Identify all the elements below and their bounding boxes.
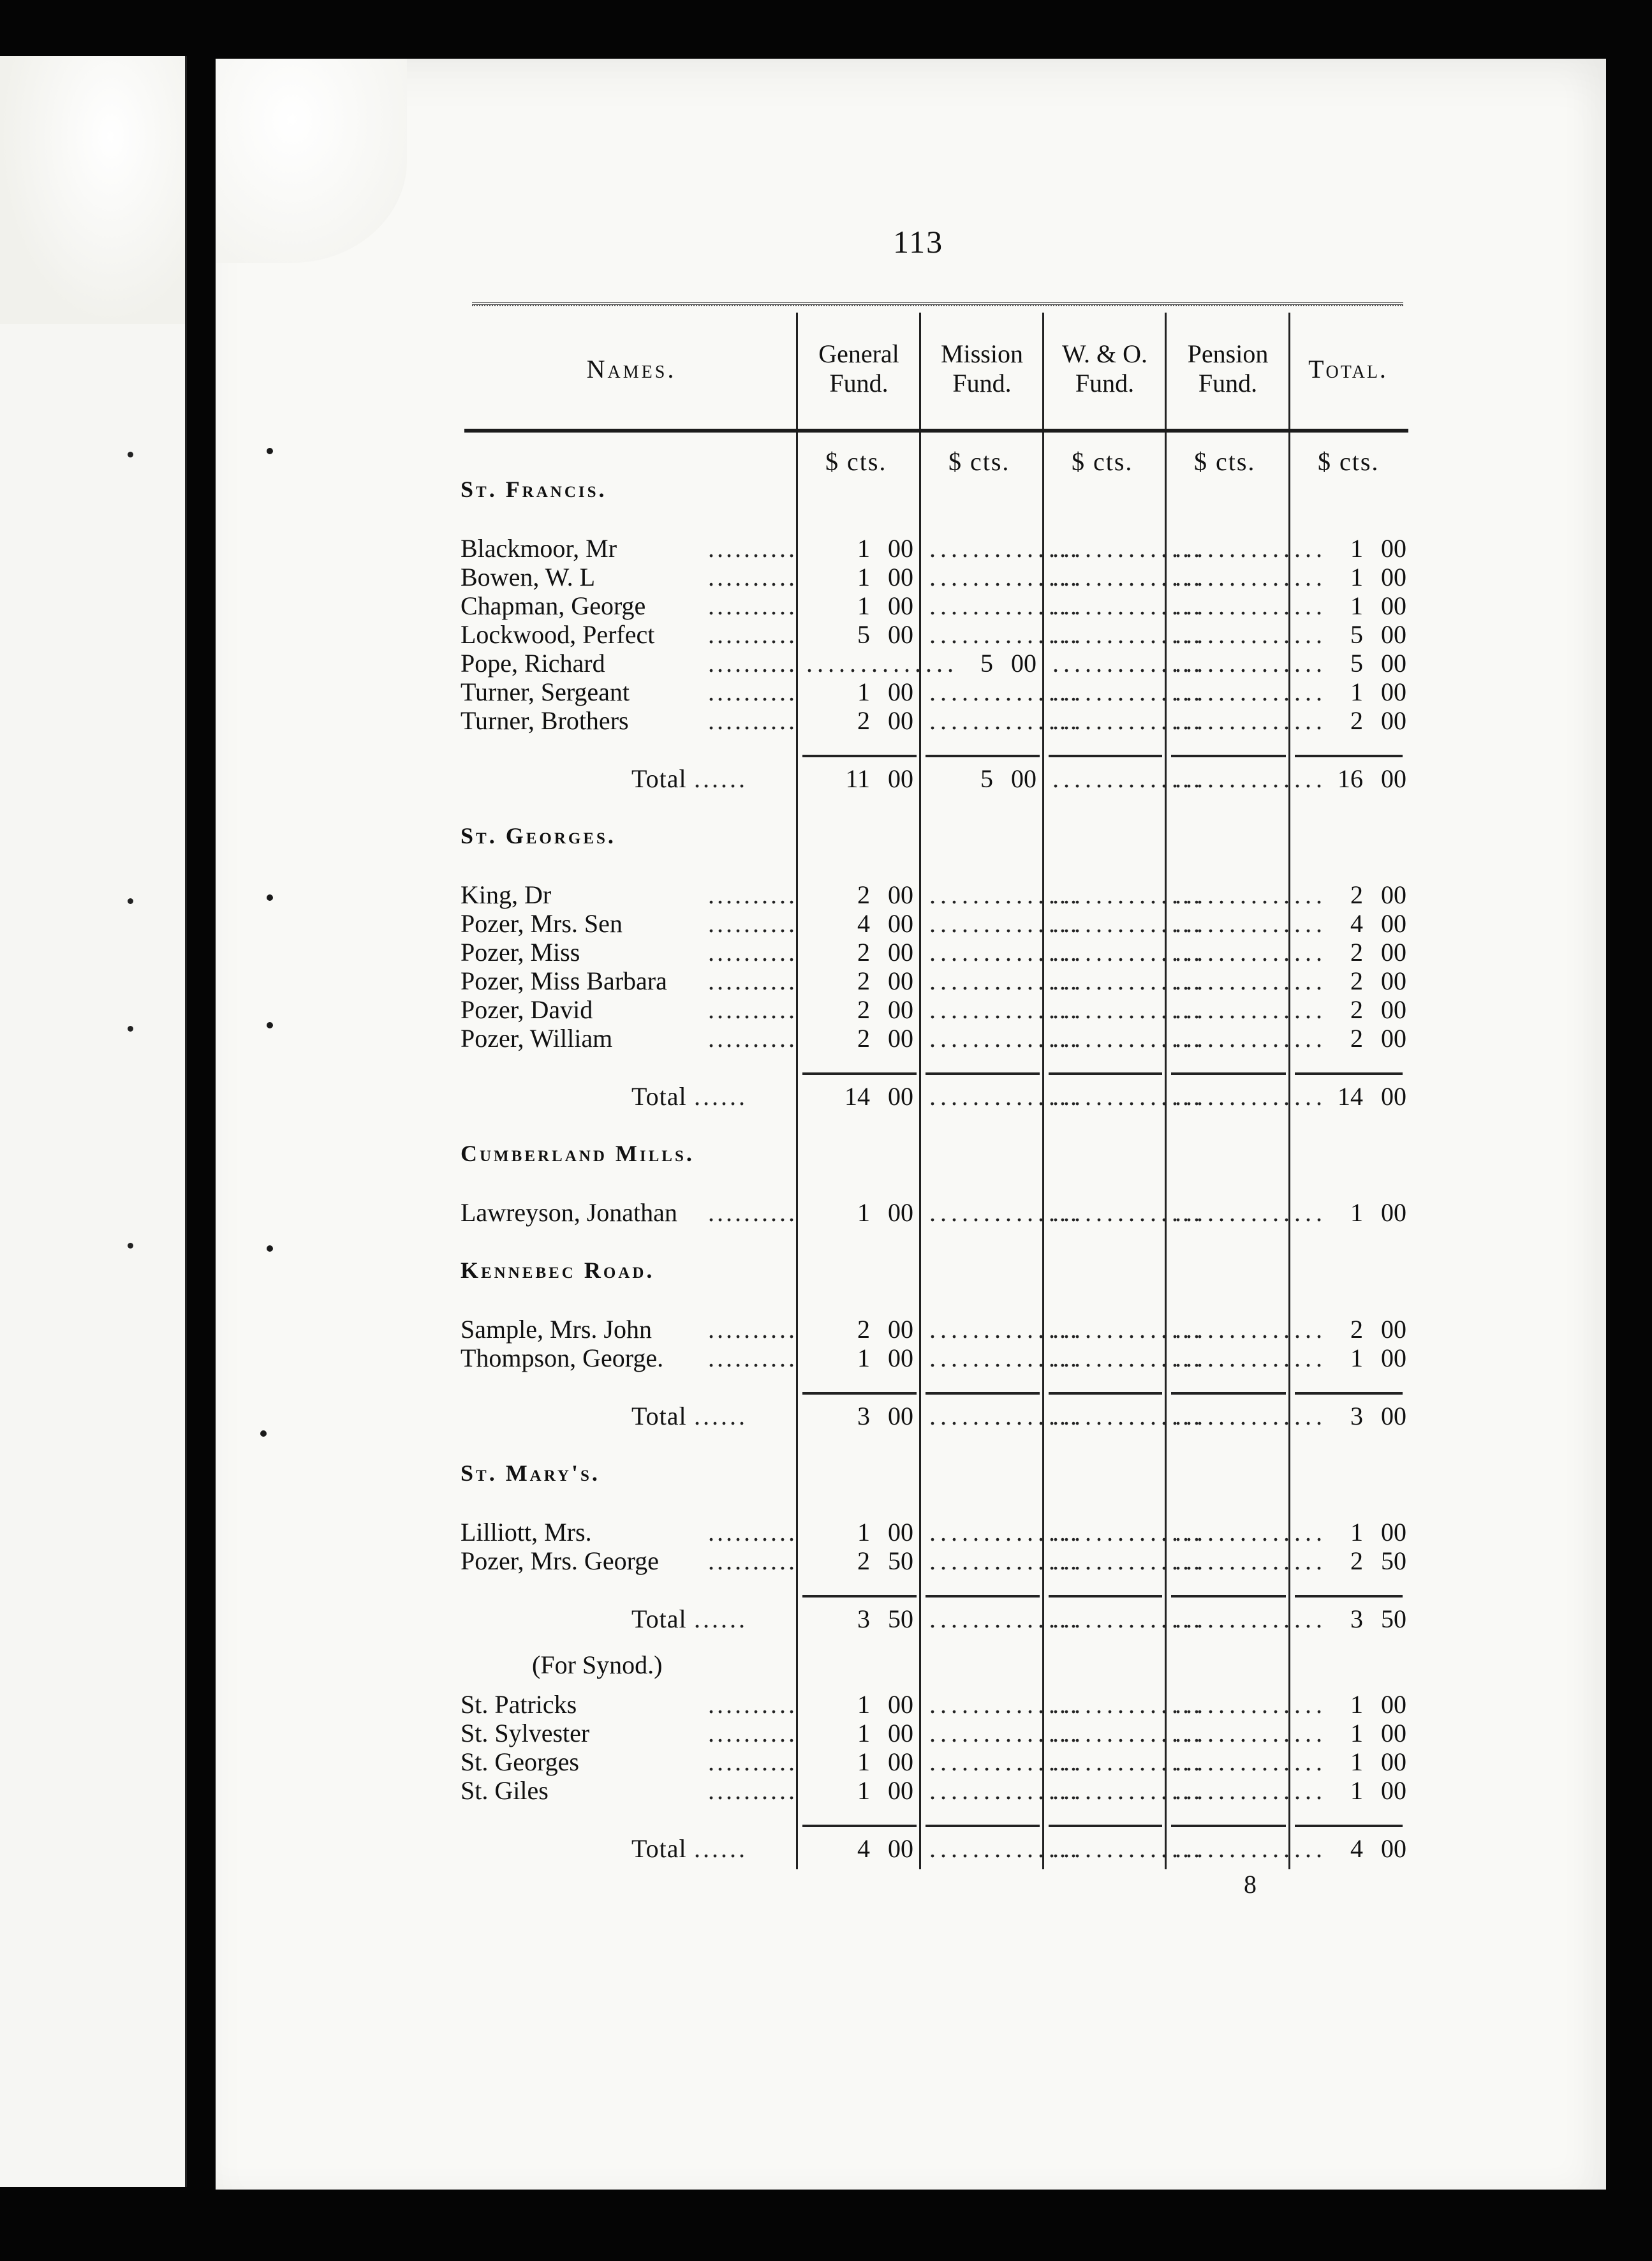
dotted-blank-mission: ..............: [929, 534, 1081, 563]
dotted-blank-mission: ..............: [929, 1344, 1081, 1372]
header-wo: W. & O. Fund.: [1061, 339, 1148, 397]
table-row: [0, 938, 1652, 967]
dotted-blank-mission: ..............: [929, 591, 1081, 620]
total-row: [0, 1605, 1652, 1633]
ink-speck: [267, 1245, 273, 1252]
table-row: [0, 1547, 1652, 1575]
dotted-blank-pension: ..............: [1175, 620, 1327, 649]
dotted-blank-mission: ..............: [929, 1605, 1081, 1633]
dotted-blank-pension: ..............: [1175, 1605, 1327, 1633]
amount-general: 11 00: [845, 764, 913, 793]
leader-dots: ..........: [708, 1198, 797, 1227]
dotted-blank-wo: ..............: [1052, 534, 1204, 563]
contributor-name: King, Dr: [461, 880, 552, 909]
table-row: [0, 1719, 1652, 1747]
contributor-name: Pozer, Miss: [461, 938, 580, 967]
total-label: Total: [631, 1834, 687, 1863]
contributor-name: St. Patricks: [461, 1690, 577, 1719]
subtotal-rule: [802, 755, 917, 757]
leader-dots: ..........: [708, 1344, 797, 1372]
subtotal-rule: [1171, 1072, 1286, 1075]
dotted-blank-mission: ..............: [929, 1315, 1081, 1344]
subtotal-rule: [1171, 1825, 1286, 1827]
dotted-blank-pension: ..............: [1175, 995, 1327, 1024]
amount-total: 2 00: [1350, 967, 1406, 995]
subtotal-rule: [802, 1595, 917, 1598]
amount-general: 14 00: [844, 1082, 913, 1111]
dotted-blank-mission: ..............: [929, 1198, 1081, 1227]
dotted-blank-wo: ..............: [1052, 1402, 1204, 1430]
amount-total: 1 00: [1350, 1344, 1406, 1372]
total-label: Total: [631, 1082, 687, 1111]
dotted-blank-pension: ..............: [1175, 1719, 1327, 1747]
subtotal-rule: [926, 755, 1040, 757]
amount-general: 1 00: [857, 1747, 913, 1776]
total-row: [0, 1835, 1652, 1863]
amount-general: 1 00: [857, 563, 913, 591]
subtotal-rule: [1295, 755, 1403, 757]
amount-total: 2 00: [1350, 880, 1406, 909]
table-row: [0, 881, 1652, 909]
unit-label-wo: $ cts.: [1072, 447, 1133, 476]
total-label: Total: [631, 1402, 687, 1430]
facing-page-edge: [0, 56, 187, 2187]
dotted-blank-pension: ..............: [1175, 1776, 1327, 1805]
amount-general: 3 00: [857, 1402, 913, 1430]
dotted-blank-wo: ..............: [1052, 1315, 1204, 1344]
contributor-name: Turner, Sergeant: [461, 678, 630, 706]
leader-dots: ......: [694, 1605, 748, 1633]
dotted-blank-mission: ..............: [929, 1082, 1081, 1111]
contributor-name: Lockwood, Perfect: [461, 620, 655, 649]
subtotal-rule: [1295, 1825, 1403, 1827]
leader-dots: ..........: [708, 967, 797, 995]
dotted-blank-pension: ..............: [1175, 1518, 1327, 1546]
table-row: [0, 1691, 1652, 1719]
table-row: [0, 1025, 1652, 1053]
amount-general: 1 00: [857, 1344, 913, 1372]
dotted-blank-pension: ..............: [1175, 1024, 1327, 1053]
table-row: [0, 967, 1652, 995]
dotted-blank-mission: ..............: [929, 909, 1081, 938]
dotted-blank-mission: ..............: [929, 563, 1081, 591]
dotted-blank-mission: ..............: [929, 1024, 1081, 1053]
amount-general: 4 00: [857, 1834, 913, 1863]
dotted-blank-wo: ..............: [1052, 1024, 1204, 1053]
leader-dots: ..........: [708, 938, 797, 967]
amount-total: 2 00: [1350, 706, 1406, 735]
total-label: Total: [631, 764, 687, 793]
subtotal-rule: [926, 1072, 1040, 1075]
dotted-blank-pension: ..............: [1175, 649, 1327, 678]
dotted-blank-wo: ..............: [1052, 1518, 1204, 1546]
leader-dots: ..........: [708, 1315, 797, 1344]
amount-total: 14 00: [1338, 1082, 1406, 1111]
amount-general: 1 00: [857, 591, 913, 620]
amount-general: 1 00: [857, 1719, 913, 1747]
amount-general: 1 00: [857, 1198, 913, 1227]
table-row: [0, 535, 1652, 563]
dotted-blank-mission: ..............: [929, 995, 1081, 1024]
subtotal-rule: [1295, 1595, 1403, 1598]
contributor-name: Pozer, Miss Barbara: [461, 967, 667, 995]
subtotal-rule: [1049, 1825, 1162, 1827]
contributor-name: Chapman, George: [461, 591, 646, 620]
dotted-blank-wo: ..............: [1052, 1605, 1204, 1633]
amount-general: 1 00: [857, 678, 913, 706]
dotted-blank-mission: ..............: [929, 1690, 1081, 1719]
table-row: [0, 910, 1652, 938]
table-row: [0, 1316, 1652, 1344]
amount-total: 4 00: [1350, 909, 1406, 938]
amount-total: 4 00: [1350, 1834, 1406, 1863]
table-row: [0, 1777, 1652, 1805]
amount-general: 5 00: [857, 620, 913, 649]
dotted-blank-mission: ..............: [929, 1747, 1081, 1776]
ink-speck: [128, 1243, 133, 1249]
dotted-blank-mission: ..............: [929, 967, 1081, 995]
dotted-blank-pension: ..............: [1175, 706, 1327, 735]
header-names: Names.: [586, 355, 677, 383]
dotted-blank-wo: ..............: [1052, 1690, 1204, 1719]
leader-dots: ..........: [708, 1776, 797, 1805]
amount-total: 2 00: [1350, 995, 1406, 1024]
total-label: Total: [631, 1605, 687, 1633]
amount-total: 1 00: [1350, 563, 1406, 591]
amount-total: 2 00: [1350, 1024, 1406, 1053]
amount-general: 1 00: [857, 1776, 913, 1805]
dotted-blank-mission: ..............: [929, 1719, 1081, 1747]
section-heading: St. Mary's.: [461, 1460, 600, 1486]
contributor-name: Blackmoor, Mr: [461, 534, 617, 563]
subtotal-rule: [1049, 755, 1162, 757]
dotted-blank-pension: ..............: [1175, 967, 1327, 995]
amount-total: 3 00: [1350, 1402, 1406, 1430]
amount-total: 1 00: [1350, 678, 1406, 706]
contributor-name: St. Georges: [461, 1747, 579, 1776]
subtotal-rule: [1171, 1392, 1286, 1395]
amount-general: 2 00: [857, 880, 913, 909]
table-row: [0, 678, 1652, 706]
dotted-blank-mission: ..............: [929, 706, 1081, 735]
amount-general: 2 00: [857, 1024, 913, 1053]
contributor-name: Pope, Richard: [461, 649, 605, 678]
subtotal-rule: [1049, 1072, 1162, 1075]
contributor-name: Lawreyson, Jonathan: [461, 1198, 677, 1227]
amount-total: 1 00: [1350, 1690, 1406, 1719]
contributor-name: St. Giles: [461, 1776, 549, 1805]
leader-dots: ..........: [708, 1690, 797, 1719]
dotted-blank-wo: ..............: [1052, 1082, 1204, 1111]
leader-dots: ..........: [708, 880, 797, 909]
contributor-name: Bowen, W. L: [461, 563, 596, 591]
amount-general: 1 00: [857, 1690, 913, 1719]
leader-dots: ......: [694, 1402, 748, 1430]
contributor-name: Lilliott, Mrs.: [461, 1518, 592, 1546]
dotted-blank-wo: ..............: [1052, 1719, 1204, 1747]
dotted-blank-general: ..............: [806, 649, 958, 678]
amount-general: 2 00: [857, 967, 913, 995]
amount-general: 2 00: [857, 706, 913, 735]
leader-dots: ..........: [708, 1546, 797, 1575]
unit-label-total: $ cts.: [1318, 447, 1380, 476]
dotted-blank-wo: ..............: [1052, 967, 1204, 995]
subtotal-rule: [926, 1595, 1040, 1598]
dotted-blank-pension: ..............: [1175, 1344, 1327, 1372]
amount-total: 1 00: [1350, 1776, 1406, 1805]
amount-total: 2 50: [1350, 1546, 1406, 1575]
contributor-name: Pozer, Mrs. Sen: [461, 909, 623, 938]
section-heading: Cumberland Mills.: [461, 1141, 695, 1166]
dotted-blank-pension: ..............: [1175, 534, 1327, 563]
contributor-name: St. Sylvester: [461, 1719, 590, 1747]
dotted-blank-wo: ..............: [1052, 938, 1204, 967]
dotted-blank-wo: ..............: [1052, 1834, 1204, 1863]
amount-total: 1 00: [1350, 1198, 1406, 1227]
leader-dots: ......: [694, 764, 748, 793]
dotted-blank-mission: ..............: [929, 1546, 1081, 1575]
contributor-name: Sample, Mrs. John: [461, 1315, 652, 1344]
page-number: 113: [893, 224, 944, 260]
dotted-blank-wo: ..............: [1052, 678, 1204, 706]
dotted-blank-wo: ..............: [1052, 563, 1204, 591]
leader-dots: ..........: [708, 1024, 797, 1053]
amount-mission: 5 00: [980, 649, 1036, 678]
amount-total: 3 50: [1350, 1605, 1406, 1633]
header-general: General Fund.: [818, 339, 899, 397]
amount-general: 2 00: [857, 938, 913, 967]
subtotal-rule: [1295, 1392, 1403, 1395]
dotted-blank-pension: ..............: [1175, 1315, 1327, 1344]
dotted-blank-mission: ..............: [929, 1518, 1081, 1546]
dotted-blank-wo: ..............: [1052, 1747, 1204, 1776]
dotted-blank-pension: ..............: [1175, 1402, 1327, 1430]
subtotal-rule: [1171, 1595, 1286, 1598]
subtotal-rule: [926, 1392, 1040, 1395]
dotted-blank-pension: ..............: [1175, 678, 1327, 706]
table-row: [0, 1199, 1652, 1227]
table-row: [0, 649, 1652, 678]
dotted-blank-mission: ..............: [929, 1834, 1081, 1863]
dotted-blank-wo: ..............: [1052, 764, 1204, 793]
amount-total: 1 00: [1350, 534, 1406, 563]
amount-total: 5 00: [1350, 620, 1406, 649]
contributor-name: Pozer, David: [461, 995, 593, 1024]
amount-total: 1 00: [1350, 1518, 1406, 1546]
leader-dots: ..........: [708, 909, 797, 938]
amount-total: 5 00: [1350, 649, 1406, 678]
ink-speck: [267, 448, 273, 454]
dotted-blank-mission: ..............: [929, 620, 1081, 649]
contributor-name: Thompson, George.: [461, 1344, 664, 1372]
subtotal-rule: [802, 1392, 917, 1395]
dotted-blank-mission: ..............: [929, 678, 1081, 706]
table-row: [0, 1748, 1652, 1776]
dotted-blank-pension: ..............: [1175, 909, 1327, 938]
dotted-blank-wo: ..............: [1052, 880, 1204, 909]
leader-dots: ..........: [708, 678, 797, 706]
leader-dots: ..........: [708, 706, 797, 735]
dotted-blank-pension: ..............: [1175, 1546, 1327, 1575]
dotted-blank-mission: ..............: [929, 1776, 1081, 1805]
leader-dots: ..........: [708, 995, 797, 1024]
total-row: [0, 765, 1652, 793]
dotted-blank-mission: ..............: [929, 880, 1081, 909]
header-bottom-rule: [464, 429, 1408, 433]
leader-dots: ..........: [708, 649, 797, 678]
section-heading: Kennebec Road.: [461, 1257, 655, 1283]
amount-total: 16 00: [1338, 764, 1406, 793]
amount-general: 1 00: [857, 1518, 913, 1546]
ink-speck: [128, 452, 133, 457]
synod-note: (For Synod.): [532, 1650, 663, 1679]
leader-dots: ..........: [708, 534, 797, 563]
table-row: [0, 621, 1652, 649]
contributor-name: Turner, Brothers: [461, 706, 629, 735]
leader-dots: ..........: [708, 563, 797, 591]
dotted-blank-wo: ..............: [1052, 1546, 1204, 1575]
amount-general: 4 00: [857, 909, 913, 938]
leader-dots: ..........: [708, 591, 797, 620]
dotted-blank-pension: ..............: [1175, 1690, 1327, 1719]
amount-total: 2 00: [1350, 938, 1406, 967]
dotted-blank-pension: ..............: [1175, 938, 1327, 967]
section-heading: St. Georges.: [461, 823, 616, 849]
amount-general: 2 00: [857, 1315, 913, 1344]
leader-dots: ......: [694, 1082, 748, 1111]
amount-total: 2 00: [1350, 1315, 1406, 1344]
dotted-blank-pension: ..............: [1175, 563, 1327, 591]
header-pension: Pension Fund.: [1187, 339, 1269, 397]
amount-total: 1 00: [1350, 591, 1406, 620]
dotted-blank-wo: ..............: [1052, 1344, 1204, 1372]
ink-speck: [260, 1430, 267, 1437]
leader-dots: ......: [694, 1834, 748, 1863]
torn-paper-corner: [216, 59, 407, 263]
amount-general: 2 50: [857, 1546, 913, 1575]
dotted-blank-wo: ..............: [1052, 591, 1204, 620]
amount-general: 1 00: [857, 534, 913, 563]
dotted-blank-pension: ..............: [1175, 880, 1327, 909]
section-heading: St. Francis.: [461, 477, 607, 502]
dotted-blank-pension: ..............: [1175, 1198, 1327, 1227]
amount-total: 1 00: [1350, 1719, 1406, 1747]
dotted-blank-mission: ..............: [929, 1402, 1081, 1430]
table-row: [0, 1344, 1652, 1372]
table-row: [0, 1518, 1652, 1546]
header-mission: Mission Fund.: [941, 339, 1023, 397]
signature-mark: 8: [1244, 1870, 1257, 1899]
subtotal-rule: [1295, 1072, 1403, 1075]
subtotal-rule: [802, 1825, 917, 1827]
table-row: [0, 996, 1652, 1024]
dotted-blank-wo: ..............: [1052, 1776, 1204, 1805]
total-row: [0, 1402, 1652, 1430]
dotted-blank-mission: ..............: [929, 938, 1081, 967]
subtotal-rule: [802, 1072, 917, 1075]
unit-label-general: $ cts.: [825, 447, 887, 476]
subtotal-rule: [926, 1825, 1040, 1827]
unit-label-mission: $ cts.: [948, 447, 1010, 476]
dotted-blank-pension: ..............: [1175, 1082, 1327, 1111]
leader-dots: ..........: [708, 620, 797, 649]
amount-total: 1 00: [1350, 1747, 1406, 1776]
total-row: [0, 1083, 1652, 1111]
table-row: [0, 592, 1652, 620]
contributor-name: Pozer, William: [461, 1024, 613, 1053]
table-row: [0, 707, 1652, 735]
table-row: [0, 563, 1652, 591]
amount-mission: 5 00: [980, 764, 1036, 793]
subtotal-rule: [1049, 1595, 1162, 1598]
dotted-blank-pension: ..............: [1175, 591, 1327, 620]
dotted-blank-pension: ..............: [1175, 764, 1327, 793]
torn-paper-edge: [0, 56, 185, 324]
dotted-blank-wo: ..............: [1052, 1198, 1204, 1227]
top-double-rule: [472, 302, 1403, 306]
header-total: Total.: [1308, 355, 1388, 383]
amount-general: 3 50: [857, 1605, 913, 1633]
dotted-blank-pension: ..............: [1175, 1747, 1327, 1776]
leader-dots: ..........: [708, 1747, 797, 1776]
unit-label-pension: $ cts.: [1194, 447, 1256, 476]
dotted-blank-wo: ..............: [1052, 620, 1204, 649]
dotted-blank-wo: ..............: [1052, 649, 1204, 678]
contributor-name: Pozer, Mrs. George: [461, 1546, 659, 1575]
dotted-blank-wo: ..............: [1052, 909, 1204, 938]
dotted-blank-pension: ..............: [1175, 1834, 1327, 1863]
subtotal-rule: [1049, 1392, 1162, 1395]
subtotal-rule: [1171, 755, 1286, 757]
leader-dots: ..........: [708, 1719, 797, 1747]
leader-dots: ..........: [708, 1518, 797, 1546]
amount-general: 2 00: [857, 995, 913, 1024]
dotted-blank-wo: ..............: [1052, 706, 1204, 735]
dotted-blank-wo: ..............: [1052, 995, 1204, 1024]
